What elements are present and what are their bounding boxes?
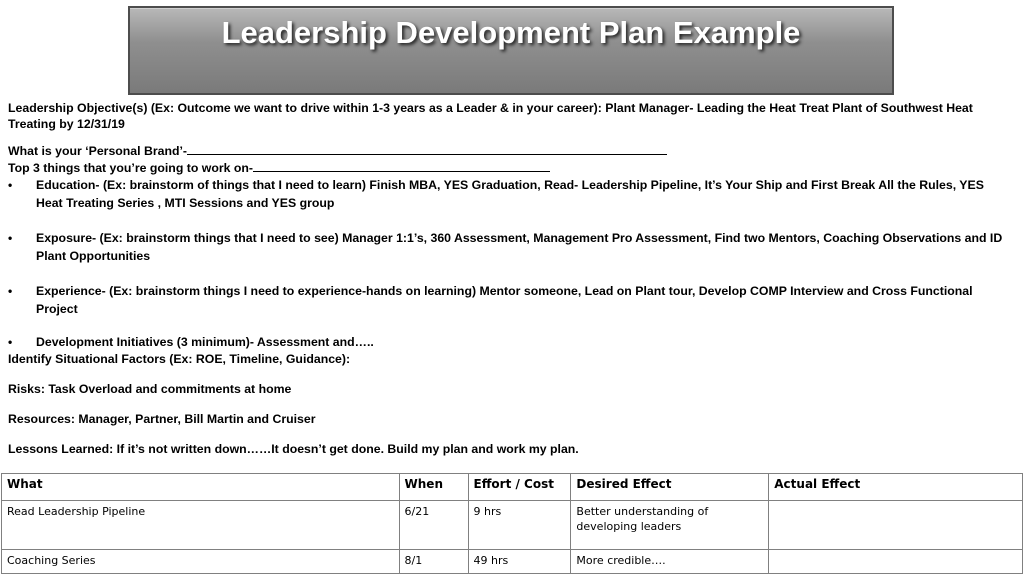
- table-header-row: [2, 474, 1023, 501]
- list-item-education: [8, 176, 1008, 212]
- list-item-text: Education- (Ex: brainstorm of things that I need to learn) Finish MBA, YES Graduation, Read- Leadership Pipeline, It’s Your Ship and First Break All the Rules, YES Heat Treating Series , MTI Sessions and YES group: [36, 178, 984, 210]
- top3-list: [8, 176, 1008, 351]
- table-cell: [769, 501, 1023, 550]
- page-title: Leadership Development Plan Example: [221, 15, 801, 50]
- table-row: [2, 550, 1023, 574]
- risks: Risks: Task Overload and commitments at home: [8, 382, 292, 396]
- list-item-experience: [8, 282, 1008, 318]
- top3-blank: [253, 159, 550, 172]
- column-header-what: What: [2, 474, 400, 501]
- plan-content: [8, 100, 1008, 457]
- table-cell: Coaching Series: [2, 550, 400, 574]
- list-spacer: [8, 265, 1008, 282]
- bullet-icon: •: [8, 284, 13, 298]
- table-cell: 6/21: [399, 501, 468, 550]
- bullet-icon: •: [8, 231, 13, 245]
- table-cell: 8/1: [399, 550, 468, 574]
- top3-label: Top 3 things that you’re going to work on-: [8, 161, 254, 175]
- resources: Resources: Manager, Partner, Bill Martin and Cruiser: [8, 412, 316, 426]
- list-item-text: Experience- (Ex: brainstorm things I need to experience-hands on learning) Mentor someone, Lead on Plant tour, Develop COMP Interview and Cross Functional Project: [36, 284, 973, 316]
- column-header-actual: Actual Effect: [769, 474, 1023, 501]
- column-header-effort: Effort / Cost: [468, 474, 571, 501]
- bullet-icon: •: [8, 178, 13, 192]
- personal-brand-blank: [187, 142, 667, 155]
- table-cell: More credible….: [571, 550, 769, 574]
- list-item-development: [8, 333, 1008, 351]
- list-item-text: Development Initiatives (3 minimum)- Assessment and…..: [36, 335, 374, 349]
- table-row: [2, 501, 1023, 550]
- column-header-when: When: [399, 474, 468, 501]
- lessons-learned: Lessons Learned: If it’s not written down……It doesn’t get done. Build my plan and work my plan.: [8, 442, 579, 456]
- situational-factors: Identify Situational Factors (Ex: ROE, Timeline, Guidance):: [8, 352, 351, 366]
- bullet-icon: •: [8, 335, 13, 349]
- title-banner: [128, 6, 894, 95]
- table-cell: Read Leadership Pipeline: [2, 501, 400, 550]
- leadership-objective: Leadership Objective(s) (Ex: Outcome we want to drive within 1-3 years as a Leader & in your career): Plant Manager- Leading the Heat Treat Plant of Southwest Heat Treating by 12/31/19: [8, 101, 973, 131]
- list-item-exposure: [8, 229, 1008, 265]
- top3-row: [8, 159, 1008, 176]
- personal-brand-label: What is your ‘Personal Brand’-: [8, 144, 188, 158]
- table-cell: [769, 550, 1023, 574]
- table-cell: 49 hrs: [468, 550, 571, 574]
- column-header-desired: Desired Effect: [571, 474, 769, 501]
- list-spacer: [8, 212, 1008, 229]
- list-item-text: Exposure- (Ex: brainstorm things that I need to see) Manager 1:1’s, 360 Assessment, Management Pro Assessment, Find two Mentors, Coaching Observations and ID Plant Opportunities: [36, 231, 1003, 263]
- plan-table-wrap: [0, 473, 1024, 574]
- table-cell: Better understanding of developing leaders: [571, 501, 769, 550]
- personal-brand-row: [8, 142, 1008, 159]
- table-cell: 9 hrs: [468, 501, 571, 550]
- list-spacer: [8, 318, 1008, 333]
- plan-table: [1, 473, 1023, 574]
